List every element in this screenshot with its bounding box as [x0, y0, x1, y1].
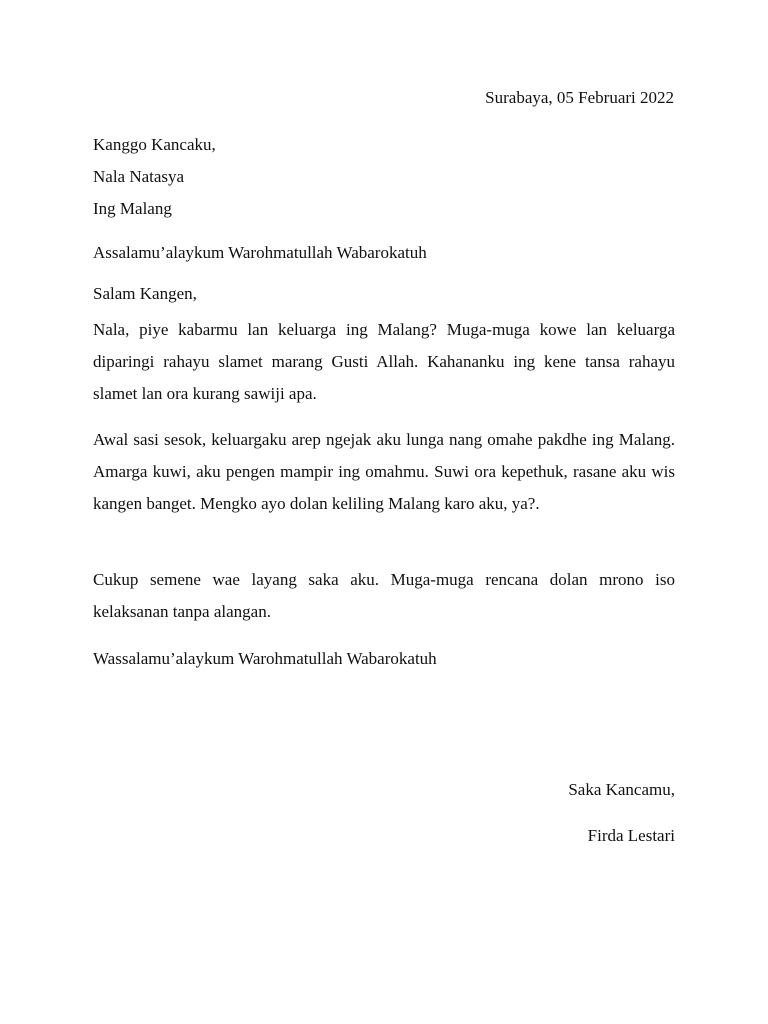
body-paragraph-1: Nala, piye kabarmu lan keluarga ing Malang? Muga-muga kowe lan keluarga diparingi rahayu slamet marang Gusti Allah. Kahananku ing kene tansa rahayu slamet lan ora kurang sawiji apa.	[93, 320, 675, 403]
sender-name: Firda Lestari	[587, 826, 675, 845]
body-paragraph-3: Cukup semene wae layang saka aku. Muga-muga rencana dolan mrono iso kelaksanan tanpa alangan.	[93, 570, 675, 621]
recipient-location: Ing Malang	[93, 199, 172, 218]
recipient-line-1: Kanggo Kancaku,	[93, 135, 216, 154]
signoff: Saka Kancamu,	[568, 780, 675, 799]
salutation: Salam Kangen,	[93, 284, 197, 303]
place-date: Surabaya, 05 Februari 2022	[485, 88, 674, 107]
opening-greeting: Assalamu’alaykum Warohmatullah Wabarokatuh	[93, 243, 427, 262]
body-paragraph-2: Awal sasi sesok, keluargaku arep ngejak aku lunga nang omahe pakdhe ing Malang. Amarga kuwi, aku pengen mampir ing omahmu. Suwi ora kepethuk, rasane aku wis kangen banget. Mengko ayo dolan keliling Malang karo aku, ya?.	[93, 430, 675, 513]
recipient-name: Nala Natasya	[93, 167, 185, 186]
closing-greeting: Wassalamu’alaykum Warohmatullah Wabarokatuh	[93, 649, 437, 668]
